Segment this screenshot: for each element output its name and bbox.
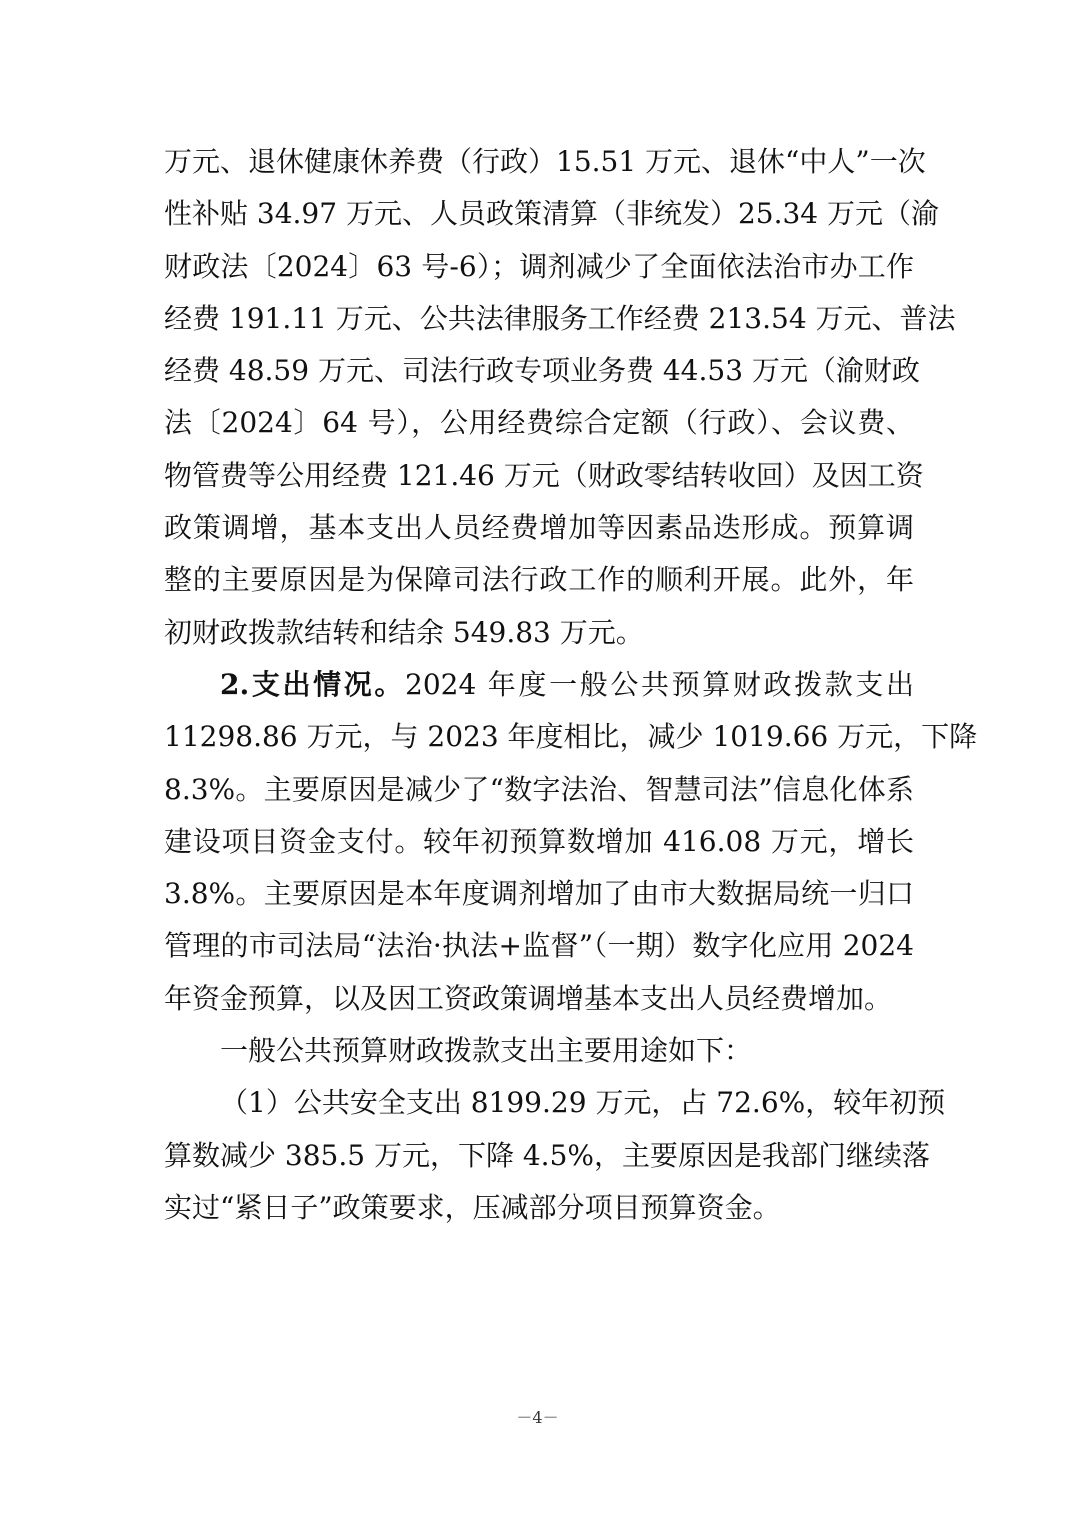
body-text — [164, 136, 978, 1234]
text-line: 性补贴 34.97 万元、人员政策清算（非统发）25.34 万元（渝 — [164, 197, 940, 231]
text-line: 管理的市司法局“法治·执法+监督”（一期）数字化应用 2024 — [164, 929, 914, 963]
text-line: 初财政拨款结转和结余 549.83 万元。 — [164, 615, 644, 649]
text-line: 法〔2024〕64 号），公用经费综合定额（行政）、会议费、 — [164, 406, 914, 440]
paragraph-public-safety — [164, 1077, 946, 1234]
text-line: 算数减少 385.5 万元，下降 4.5%，主要原因是我部门继续落 — [164, 1138, 930, 1172]
text-line: 实过“紧日子”政策要求，压减部分项目预算资金。 — [164, 1190, 781, 1224]
text-line: 物管费等公用经费 121.46 万元（财政零结转收回）及因工资 — [164, 458, 924, 492]
text-line: 政策调增，基本支出人员经费增加等因素品迭形成。预算调 — [164, 511, 914, 545]
section-heading: 2.支出情况。 — [220, 667, 406, 701]
paragraph-budget-adjustment — [164, 136, 956, 659]
text-line: 年资金预算，以及因工资政策调增基本支出人员经费增加。 — [164, 981, 893, 1015]
text-line: （1）公共安全支出 8199.29 万元，占 72.6%，较年初预 — [220, 1086, 946, 1120]
paragraph-uses-intro — [164, 1025, 914, 1077]
text-line: 3.8%。主要原因是本年度调剂增加了由市大数据局统一归口 — [164, 877, 914, 911]
text-line: 11298.86 万元，与 2023 年度相比，减少 1019.66 万元，下降 — [164, 720, 978, 754]
text-run: 2024 年度一般公共预算财政拨款支出 — [405, 667, 914, 701]
text-line: 经费 191.11 万元、公共法律服务工作经费 213.54 万元、普法 — [164, 301, 956, 335]
text-line: 整的主要原因是为保障司法行政工作的顺利开展。此外，年 — [164, 563, 914, 597]
page-number: －4－ — [516, 1408, 559, 1427]
text-line: 一般公共预算财政拨款支出主要用途如下： — [220, 1034, 753, 1068]
text-line: 万元、退休健康休养费（行政）15.51 万元、退休“中人”一次 — [164, 145, 926, 178]
text-line — [164, 659, 914, 711]
text-line: 8.3%。主要原因是减少了“数字法治、智慧司法”信息化体系 — [164, 772, 914, 806]
paragraph-expenditure — [164, 659, 978, 1025]
text-line: 财政法〔2024〕63 号-6）；调剂减少了全面依法治市办工作 — [164, 249, 914, 283]
text-line: 建设项目资金支付。较年初预算数增加 416.08 万元，增长 — [164, 824, 914, 858]
text-line: 经费 48.59 万元、司法行政专项业务费 44.53 万元（渝财政 — [164, 354, 920, 388]
